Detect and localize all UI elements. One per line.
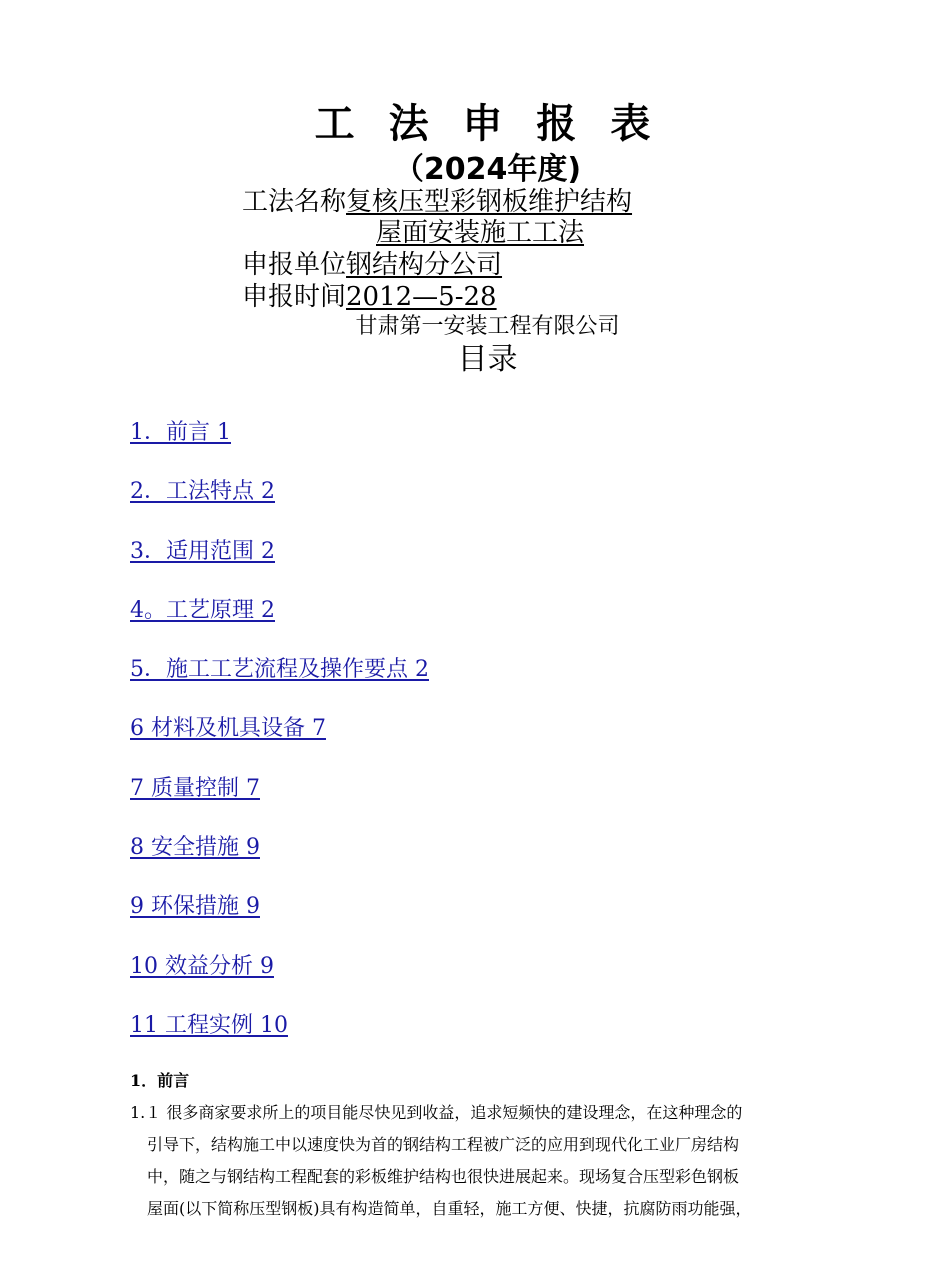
application-date-row (242, 281, 497, 313)
toc-item (130, 477, 429, 536)
section-paragraph (130, 1097, 842, 1225)
toc-item (130, 774, 429, 833)
applicant-unit-label: 申报单位 (242, 250, 347, 280)
toc-item (130, 833, 429, 892)
toc-title: 目录 (457, 342, 518, 377)
toc-link-safety[interactable]: 8 安全措施 9 (130, 835, 260, 861)
paragraph-line: 引导下，结构施工中以速度快为首的钢结构工程被广泛的应用到现代化工业厂房结构 (147, 1135, 740, 1154)
toc-link-features[interactable]: 2．工法特点 2 (130, 479, 275, 505)
toc-link-examples[interactable]: 11 工程实例 10 (130, 1012, 288, 1038)
method-name-label: 工法名称 (242, 187, 347, 217)
toc-item (130, 714, 429, 773)
toc-item (130, 952, 429, 1011)
toc-link-environment[interactable]: 9 环保措施 9 (130, 894, 260, 920)
method-name-value-continued: 屋面安装施工工法 (376, 218, 585, 248)
paragraph-line: 屋面(以下简称压型钢板)具有构造简单，自重轻，施工方便、快捷，抗腐防雨功能强， (147, 1199, 752, 1218)
toc-link-benefits[interactable]: 10 效益分析 9 (130, 953, 274, 979)
toc-link-preface[interactable]: 1．前言 1 (130, 420, 231, 445)
toc-item (130, 655, 429, 714)
table-of-contents (130, 418, 429, 1070)
paragraph-line: 中，随之与钢结构工程配套的彩板维护结构也很快进展起来。现场复合压型彩色钢板 (147, 1167, 740, 1186)
toc-link-materials[interactable]: 6 材料及机具设备 7 (130, 716, 326, 742)
toc-item (130, 418, 429, 477)
method-name-row (242, 186, 632, 218)
paragraph-line: 1.１ 很多商家要求所上的项目能尽快见到收益，追求短频快的建设理念，在这种理念的 (130, 1103, 743, 1122)
toc-item (130, 892, 429, 951)
toc-link-scope[interactable]: 3．适用范围 2 (130, 538, 275, 564)
application-date-value: 2012—5-28 (346, 282, 497, 312)
toc-link-process[interactable]: 5．施工工艺流程及操作要点 2 (130, 657, 429, 683)
toc-link-quality[interactable]: 7 质量控制 7 (130, 775, 260, 801)
company-name: 甘肃第一安装工程有限公司 (355, 314, 620, 339)
application-date-label: 申报时间 (242, 282, 347, 312)
toc-item (130, 1011, 429, 1070)
toc-item (130, 596, 429, 655)
document-title: 工 法 申 报 表 (314, 101, 661, 147)
toc-item (130, 537, 429, 596)
section-heading: 1．前言 (130, 1071, 190, 1090)
year-label: （2024年度) (393, 152, 582, 187)
applicant-unit-value: 钢结构分公司 (346, 250, 503, 280)
toc-link-principle[interactable]: 4。工艺原理 2 (130, 597, 275, 623)
method-name-row-continued (376, 217, 584, 249)
applicant-unit-row (242, 249, 502, 281)
method-name-value: 复核压型彩钢板维护结构 (346, 187, 633, 217)
